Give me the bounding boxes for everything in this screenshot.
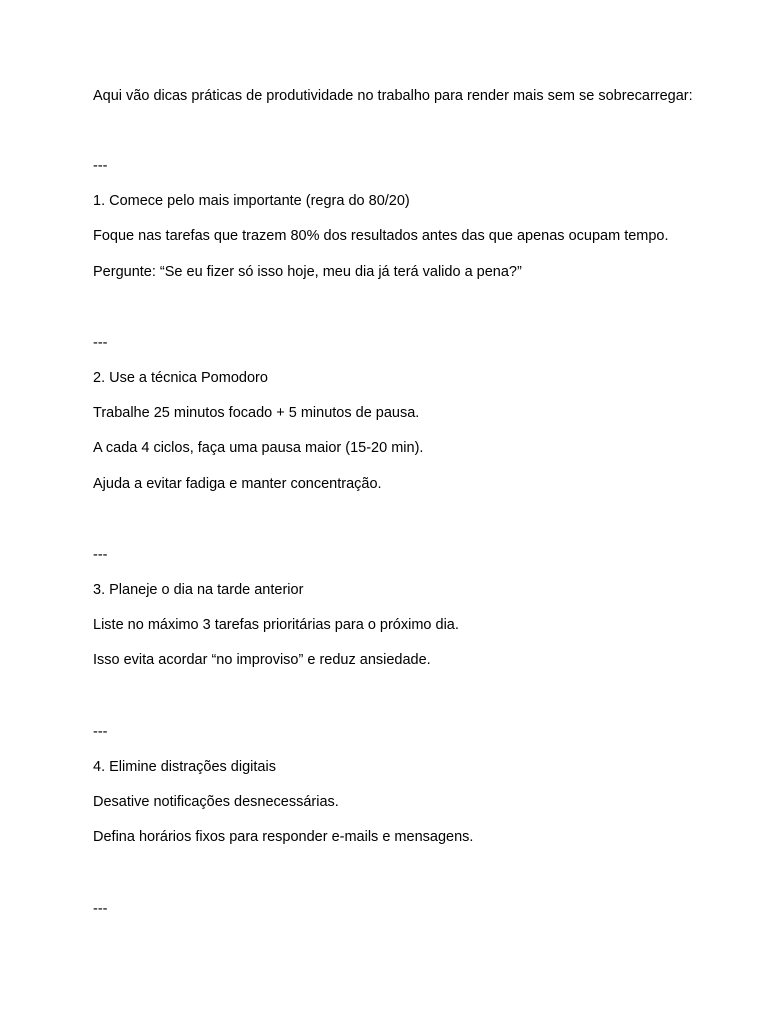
section-1-paragraph: Pergunte: “Se eu fizer só isso hoje, meu dia já terá valido a pena?” [93,264,522,280]
section-3-paragraph: Liste no máximo 3 tarefas prioritárias para o próximo dia. [93,617,459,633]
section-4-paragraph: Desative notificações desnecessárias. [93,794,339,810]
separator: --- [93,901,108,917]
section-3-heading: 3. Planeje o dia na tarde anterior [93,582,304,598]
section-4-paragraph: Defina horários fixos para responder e-mails e mensagens. [93,829,474,845]
intro-paragraph: Aqui vão dicas práticas de produtividade no trabalho para render mais sem se sobrecarregar: [93,88,693,104]
section-2-paragraph: Trabalhe 25 minutos focado + 5 minutos de pausa. [93,405,420,421]
separator: --- [93,724,108,740]
section-2-paragraph: Ajuda a evitar fadiga e manter concentração. [93,476,382,492]
section-3-paragraph: Isso evita acordar “no improviso” e reduz ansiedade. [93,652,431,668]
section-1-paragraph: Foque nas tarefas que trazem 80% dos resultados antes das que apenas ocupam tempo. [93,228,669,244]
separator: --- [93,335,108,351]
section-2-paragraph: A cada 4 ciclos, faça uma pausa maior (15-20 min). [93,440,424,456]
section-2-heading: 2. Use a técnica Pomodoro [93,370,268,386]
section-4-heading: 4. Elimine distrações digitais [93,759,276,775]
separator: --- [93,547,108,563]
separator: --- [93,158,108,174]
section-1-heading: 1. Comece pelo mais importante (regra do 80/20) [93,193,410,209]
